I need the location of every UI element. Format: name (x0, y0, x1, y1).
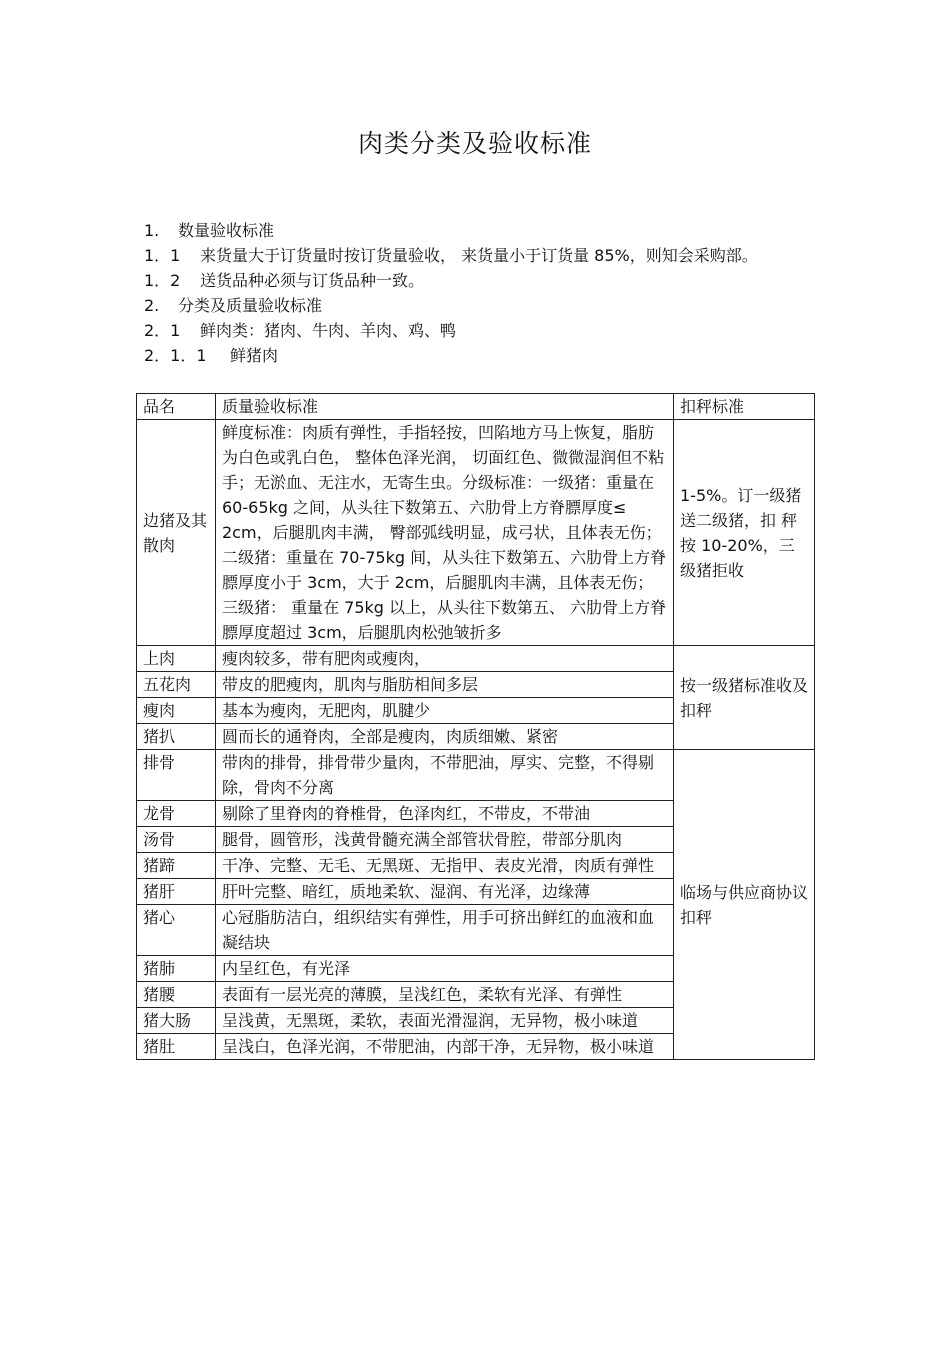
outline-item (144, 218, 824, 243)
row-standard: 腿骨，圆管形，浅黄骨髓充满全部管状骨腔，带部分肌肉 (216, 827, 674, 853)
outline-number: 2．1．1 (144, 346, 207, 365)
outline-text: 送货品种必须与订货品种一致。 (200, 271, 425, 290)
header-deduction: 扣秤标准 (674, 394, 815, 420)
outline-number: 1．2 (144, 271, 181, 290)
outline-text: 数量验收标准 (178, 221, 275, 240)
row-standard: 带肉的排骨，排骨带少量肉，不带肥油，厚实、完整，不得剔除，骨肉不分离 (216, 750, 674, 801)
row-name: 五花肉 (137, 672, 216, 698)
outline-text: 鲜猪肉 (230, 346, 279, 365)
row-name: 猪扒 (137, 724, 216, 750)
outline-text: 分类及质量验收标准 (178, 296, 323, 315)
row-name: 猪肚 (137, 1034, 216, 1060)
row-name: 龙骨 (137, 801, 216, 827)
row-standard: 心冠脂肪洁白，组织结实有弹性，用手可挤出鲜红的血液和血凝结块 (216, 905, 674, 956)
row-name: 边猪及其散肉 (137, 420, 216, 646)
table-header-row (137, 394, 815, 420)
outline (144, 218, 824, 368)
table-row (137, 420, 815, 646)
outline-text: 来货量大于订货量时按订货量验收， 来货量小于订货量 85%，则知会采购部。 (200, 246, 758, 265)
row-standard: 基本为瘦肉，无肥肉，肌腱少 (216, 698, 674, 724)
header-name: 品名 (137, 394, 216, 420)
outline-item (144, 243, 824, 268)
table-row (137, 750, 815, 801)
row-standard: 内呈红色，有光泽 (216, 956, 674, 982)
outline-item (144, 293, 824, 318)
row-standard: 干净、完整、无毛、无黑斑、无指甲、表皮光滑，肉质有弹性 (216, 853, 674, 879)
row-name: 猪蹄 (137, 853, 216, 879)
row-deduction: 按一级猪标准收及扣秤 (674, 646, 815, 750)
outline-number: 2．1 (144, 321, 181, 340)
row-name: 汤骨 (137, 827, 216, 853)
outline-number: 1. (144, 221, 160, 240)
outline-item (144, 343, 824, 368)
row-deduction: 1-5%。订一级猪送二级猪，扣 秤 按 10-20%，三级猪拒收 (674, 420, 815, 646)
outline-number: 2. (144, 296, 160, 315)
row-standard: 肝叶完整、暗红，质地柔软、湿润、有光泽，边缘薄 (216, 879, 674, 905)
row-standard: 呈浅黄，无黑斑，柔软，表面光滑湿润，无异物，极小味道 (216, 1008, 674, 1034)
row-standard: 呈浅白，色泽光润，不带肥油，内部干净，无异物，极小味道 (216, 1034, 674, 1060)
row-standard: 圆而长的通脊肉，全部是瘦肉，肉质细嫩、紧密 (216, 724, 674, 750)
header-standard: 质量验收标准 (216, 394, 674, 420)
table-row (137, 646, 815, 672)
row-name: 排骨 (137, 750, 216, 801)
row-standard: 表面有一层光亮的薄膜，呈浅红色，柔软有光泽、有弹性 (216, 982, 674, 1008)
row-name: 猪心 (137, 905, 216, 956)
row-name: 瘦肉 (137, 698, 216, 724)
row-deduction: 临场与供应商协议扣秤 (674, 750, 815, 1060)
outline-item (144, 318, 824, 343)
row-standard: 鲜度标准：肉质有弹性，手指轻按，凹陷地方马上恢复，脂肪为白色或乳白色， 整体色泽光润， 切面红色、微微湿润但不粘手；无淤血、无注水，无寄生虫。分级标准：一级猪：重量在 60-65kg 之间，从头往下数第五、六肋骨上方脊膘厚度≤ 2cm，后腿肌肉丰满， 臀部弧线明显，成弓状，且体表无伤；二级猪：重量在 70-75kg 间，从头往下数第五、六肋骨上方脊膘厚度小于 3cm，大于 2cm，后腿肌肉丰满，且体表无伤；三级猪： 重量在 75kg 以上，从头往下数第五、 六肋骨上方脊膘厚度超过 3cm，后腿肌肉松弛皱折多 (216, 420, 674, 646)
row-standard: 剔除了里脊肉的脊椎骨，色泽肉红，不带皮，不带油 (216, 801, 674, 827)
row-name: 猪肺 (137, 956, 216, 982)
row-name: 猪腰 (137, 982, 216, 1008)
row-name: 上肉 (137, 646, 216, 672)
outline-text: 鲜肉类：猪肉、牛肉、羊肉、鸡、鸭 (200, 321, 457, 340)
row-name: 猪肝 (137, 879, 216, 905)
row-standard: 瘦肉较多，带有肥肉或瘦肉， (216, 646, 674, 672)
outline-number: 1．1 (144, 246, 181, 265)
quality-standard-table (136, 393, 815, 1060)
page-title: 肉类分类及验收标准 (357, 129, 592, 158)
row-standard: 带皮的肥瘦肉，肌肉与脂肪相间多层 (216, 672, 674, 698)
row-name: 猪大肠 (137, 1008, 216, 1034)
outline-item (144, 268, 824, 293)
